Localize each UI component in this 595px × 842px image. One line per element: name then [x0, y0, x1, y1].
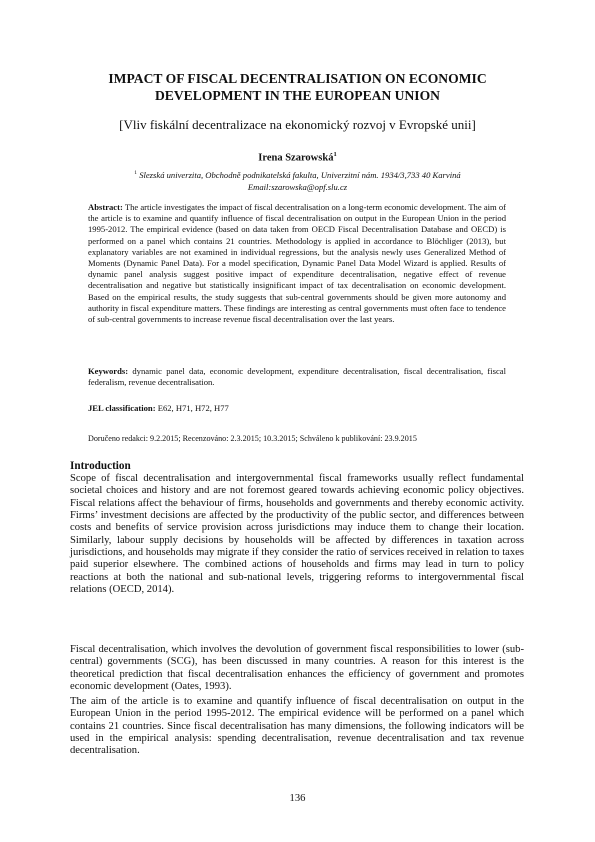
keywords [88, 366, 506, 388]
author-footnote-mark: 1 [333, 151, 337, 158]
abstract-label: Abstract: [88, 202, 123, 212]
paper-title: IMPACT OF FISCAL DECENTRALISATION ON ECONOMIC DEVELOPMENT IN THE EUROPEAN UNION [108, 71, 487, 103]
author-name: Irena Szarowská [258, 152, 334, 164]
affiliation [60, 167, 535, 193]
abstract [88, 202, 506, 325]
review-dates: Doručeno redakci: 9.2.2015; Recenzováno: 2.3.2015; 10.3.2015; Schváleno k publikování: 23.9.2015 [88, 434, 417, 443]
introduction-paragraph: Fiscal decentralisation, which involves the devolution of government fiscal responsibilities to lower (sub-central) governments (SCG), has been discussed in many countries. A reason for this interest is the theoretical prediction that fiscal decentralisation enhances the efficiency of government and promotes economic development (Oates, 1993). [70, 644, 524, 693]
keywords-text: dynamic panel data, economic development, expenditure decentralisation, fiscal decentralisation, fiscal federalism, revenue decentralisation. [88, 366, 507, 388]
jel-label: JEL classification: [88, 403, 156, 413]
keywords-label: Keywords: [88, 366, 129, 376]
jel-classification [88, 403, 506, 414]
affiliation-address: Slezská univerzita, Obchodně podnikatelská fakulta, Univerzitní nám. 1934/3,733 40 Karviná [139, 169, 461, 180]
jel-codes: E62, H71, H72, H77 [157, 403, 229, 413]
abstract-text: The article investigates the impact of fiscal decentralisation on a long-term economic development. The aim of the article is to examine and quantify influence of fiscal decentralisation on output in the European Union in the period 1995-2012. The empirical evidence (based on data taken from OECD Fiscal Decentralisation Database and OECD) is performed on a panel which contains 21 countries. Methodology is applied in accordance to Blöchliger (2013), but explanatory variables are not examined in individual regressions, but the analysis newly uses Generalized Method of Moments (Dynamic Panel Data). For a model specification, Dynamic Panel Data Model Wizard is applied. Results of dynamic panel analysis suggest positive impact of expenditure decentralisation, negative effect of revenue decentralisation and negative but statistically insignificant impact of tax decentralisation on economic development. Based on the empirical results, the study suggests that sub-central governments should be given more autonomy and authority in fiscal expenditure matters. These findings are interesting as central governments must often face to tendence of sub-central governments to increase revenue fiscal decentralisation over the last years. [88, 202, 507, 325]
paper-subtitle-czech: [Vliv fiskální decentralizace na ekonomický rozvoj v Evropské unii] [119, 117, 476, 132]
introduction-paragraph: Scope of fiscal decentralisation and intergovernmental fiscal frameworks usually reflect fundamental societal choices and history and are not foremost geared towards achieving economic policy objectives. Fiscal relations affect the behaviour of firms, households and governments and thereby economic activity. Firms’ investment decisions are affected by the productivity of the public sector, and differences between costs and benefits of service provision across jurisdictions may induce them to change their location. Similarly, labour supply decisions by households will be affected by differences in taxation across jurisdictions, and households may migrate if they consider the ratio of services received in relation to taxes paid superior elsewhere. The combined actions of households and firms may lead in turn to policy reactions at both the national and sub-national levels, triggering reforms to intergovernmental fiscal relations (OECD, 2014). [70, 473, 524, 596]
affiliation-email[interactable]: Email:szarowska@opf.slu.cz [247, 181, 348, 192]
author [60, 148, 535, 165]
page-number: 136 [289, 793, 306, 804]
affiliation-mark: 1 [134, 170, 138, 176]
introduction-paragraph: The aim of the article is to examine and quantify influence of fiscal decentralisation on output in the European Union in the period 1995-2012. The empirical evidence will be performed on a panel which contains 21 countries. Since fiscal decentralisation has many dimensions, the following indicators will be used in the empirical analysis: spending decentralisation, revenue decentralisation and tax revenue decentralisation. [70, 696, 524, 757]
introduction-heading: Introduction [70, 460, 131, 472]
